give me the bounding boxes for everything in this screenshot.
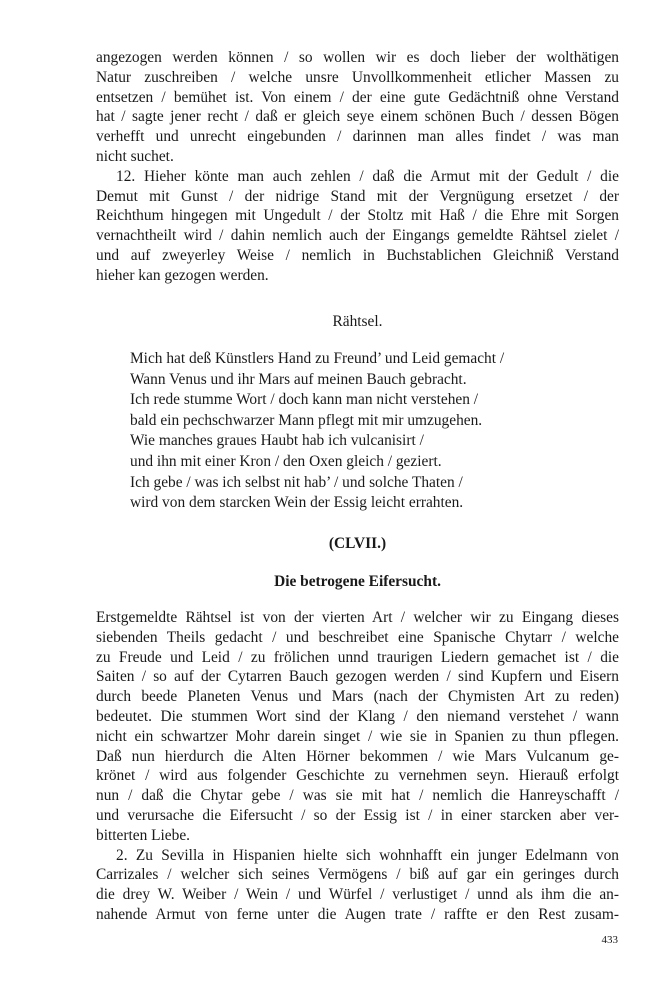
text-line: angezogen werden können / so wollen wir es doch lieber der wolthätigen <box>96 49 619 66</box>
poem-line: Ich rede stumme Wort / doch kann man nicht verstehen / <box>130 391 479 409</box>
text-line: die drey W. Weiber / Wein / und Würfel / verlustiget / unnd als ihm die an- <box>96 886 619 904</box>
text-line: Reichthum hingegen mit Ungedult / der Stoltz mit Haß / die Ehre mit Sorgen <box>96 207 619 225</box>
text-line: vernachtheilt wird / dahin nemlich auch der Eingangs gemeldte Rähtsel zielet / <box>96 227 619 245</box>
chapter-number: (CLVII.) <box>328 535 387 552</box>
text-line: siebenden Theils gedacht / und beschreibet eine Spanische Chytarr / welche <box>96 628 619 646</box>
text-line: nahende Armut von ferne unter die Augen trate / raffte er den Rest zusam- <box>96 905 619 923</box>
text-line: zu Freude und Leid / zu frölichen unnd traurigen Liedern gemachet ist / die <box>96 648 619 666</box>
text-line: Daß nun hierdurch die Alten Hörner bekommen / wie Mars Vulcanum ge- <box>96 747 619 765</box>
text-line: hieher kan gezogen werden. <box>96 266 269 284</box>
text-line: Demut mit Gunst / der nidrige Stand mit der Vergnügung ersetzet / der <box>96 187 619 205</box>
text-line: nicht ein schwartzer Mohr darein singet / wie sie in Spanien zu thun pflegen. <box>96 727 619 745</box>
poem-line: bald ein pechschwarzer Mann pflegt mit mir umzugehen. <box>130 411 483 429</box>
poem-line: Wie manches graues Haubt hab ich vulcanisirt / <box>130 432 424 450</box>
text-line: und verursache die Eifersucht / so der Essig ist / in einer starcken aber ver- <box>96 806 619 824</box>
text-line: und auf zweyerley Weise / nemlich in Buchstablichen Gleichniß Verstand <box>96 246 619 264</box>
text-line: bitterten Liebe. <box>96 826 191 844</box>
text-line: krönet / wird aus folgender Geschichte zu vernehmen seyn. Hierauß erfolgt <box>96 767 619 785</box>
text-line: nicht suchet. <box>96 147 174 165</box>
paragraph-4 <box>96 846 619 925</box>
text-line: entsetzen / bemühet ist. Von einem / der eine gute Gedächtniß ohne Verstand <box>96 88 619 106</box>
poem-line: Wann Venus und ihr Mars auf meinen Bauch gebracht. <box>130 370 467 388</box>
riddle-poem <box>130 349 504 514</box>
text-line: hat / sagte jener recht / daß er gleich seye einem schönen Buch / dessen Bögen <box>96 108 619 126</box>
text-line: verhefft und unrecht eingebunden / darinnen man alles findet / was man <box>96 128 619 146</box>
text-line: bedeutet. Die stummen Wort sind der Klang / den niemand verstehet / wann <box>96 707 619 725</box>
text-line: 12. Hieher könte man auch zehlen / daß die Armut mit der Gedult / die <box>116 167 619 185</box>
text-line: Natur zuschreiben / welche unsre Unvollkommenheit etlicher Massen zu <box>96 68 619 86</box>
riddle-title: Rähtsel. <box>332 313 383 330</box>
text-line: 2. Zu Sevilla in Hispanien hielte sich wohnhafft ein junger Edelmann von <box>116 846 619 864</box>
poem-line: und ihn mit einer Kron / den Oxen gleich / geziert. <box>130 452 442 470</box>
paragraph-2 <box>96 167 619 286</box>
paragraph-1 <box>96 48 619 167</box>
text-block-top <box>96 48 619 286</box>
poem-line: wird von dem starcken Wein der Essig leicht errahten. <box>130 494 464 512</box>
paragraph-3 <box>96 608 619 846</box>
text-line: Saiten / so auf der Cytarren Bauch gezogen werden / sind Kupfern und Eisern <box>96 668 619 686</box>
text-line: Erstgemeldte Rähtsel ist von der vierten Art / welcher wir zu Eingang dieses <box>96 609 619 626</box>
text-block-bottom <box>96 608 619 925</box>
text-line: durch beede Planeten Venus und Mars (nach der Chymisten Art zu reden) <box>96 688 619 706</box>
chapter-title: Die betrogene Eifersucht. <box>274 573 441 590</box>
text-line: Carrizales / welcher sich seines Vermögens / biß auf gar ein geringes durch <box>96 866 619 884</box>
text-line: nun / daß die Chytar gebe / was sie mit hat / nemlich die Hanreyschafft / <box>96 787 619 805</box>
poem-line: Mich hat deß Künstlers Hand zu Freund’ und Leid gemacht / <box>130 350 505 367</box>
page-number: 433 <box>601 934 618 946</box>
poem-line: Ich gebe / was ich selbst nit hab’ / und solche Thaten / <box>130 473 463 491</box>
